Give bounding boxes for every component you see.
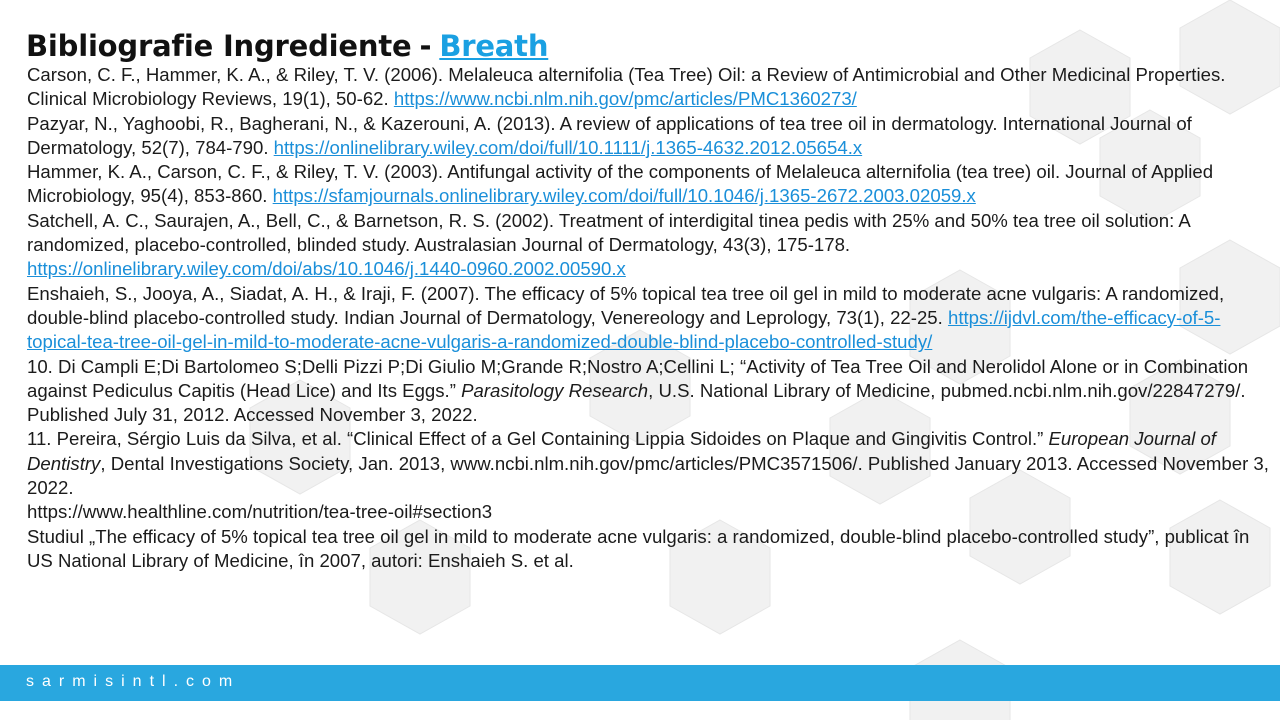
reference-text-after: , Dental Investigations Society, Jan. 2013, www.ncbi.nlm.nih.gov/pmc/articles/PMC3571506/. Published January 2013. Accessed November 3, 2022. [27,452,1269,499]
reference-link[interactable]: https://www.ncbi.nlm.nih.gov/pmc/articles/PMC1360273/ [393,88,857,110]
title-separator: - [419,29,432,64]
reference-list [27,63,1269,573]
reference-item [27,63,1269,112]
reference-item [27,427,1269,500]
reference-item [27,209,1269,282]
reference-text: 11. Pereira, Sérgio Luis da Silva, et al. “Clinical Effect of a Gel Containing Lippia Sidoides on Plaque and Gingivitis Control.” [27,428,1049,450]
reference-text: Enshaieh, S., Jooya, A., Siadat, A. H., & Iraji, F. (2007). The efficacy of 5% topical tea tree oil gel in mild to moderate acne vulgaris: A randomized, double-blind placebo-controlled study. Indian Journal of Dermatology, Venereology and Leprology, 73(1), 22-25. [27,282,1225,328]
reference-text: 10. Di Campli E;Di Bartolomeo S;Delli Pizzi P;Di Giulio M;Grande R;Nostro A;Cellini L; “Activity of Tea Tree Oil and Nerolidol Alone or in Combination against Pediculus Capitis (Head Lice) and Its Eggs.” [27,355,1249,401]
reference-text: Satchell, A. C., Saurajen, A., Bell, C., & Barnetson, R. S. (2002). Treatment of interdigital tinea pedis with 25% and 50% tea tree oil solution: A randomized, placebo-controlled, blinded study. Australasian Journal of Dermatology, 43(3), 175-178. [27,209,1190,256]
reference-item [27,112,1269,161]
reference-text: Carson, C. F., Hammer, K. A., & Riley, T. V. (2006). Melaleuca alternifolia (Tea Tree) Oil: a Review of Antimicrobial and Other Medicinal Properties. Clinical Microbiology Reviews, 19(1), 50-62. [27,64,1226,110]
reference-item [27,282,1269,355]
reference-link[interactable]: https://onlinelibrary.wiley.com/doi/full/10.1111/j.1365-4632.2012.05654.x [273,136,863,158]
reference-item [27,500,1269,524]
footer-website: sarmisintl.com [26,673,241,690]
reference-item [27,525,1269,574]
reference-text-after: , U.S. National Library of Medicine, pubmed.ncbi.nlm.nih.gov/22847279/. Published July 31, 2012. Accessed November 3, 2022. [27,379,1246,426]
reference-item [27,355,1269,428]
reference-link[interactable]: https://onlinelibrary.wiley.com/doi/abs/10.1046/j.1440-0960.2002.00590.x [27,258,626,280]
title-main: Bibliografie Ingrediente [26,29,412,64]
reference-url-text: https://www.healthline.com/nutrition/tea-tree-oil#section3 [27,501,493,523]
reference-journal: European Journal of Dentistry [27,428,1216,474]
reference-item [27,160,1269,209]
reference-text: Studiul „The efficacy of 5% topical tea tree oil gel in mild to moderate acne vulgaris: a randomized, double-blind placebo-controlled study”, publicat în US National Library of Medicine, în 2007, autori: Enshaieh S. et al. [27,525,1250,571]
footer-bar [0,665,1280,701]
reference-journal: Parasitology Research [461,379,649,401]
reference-text: Hammer, K. A., Carson, C. F., & Riley, T. V. (2003). Antifungal activity of the components of Melaleuca alternifolia (tea tree) oil. Journal of Applied Microbiology, 95(4), 853-860. [27,161,1214,207]
title-highlight-link[interactable]: Breath [439,29,549,64]
page-title [26,29,548,63]
reference-link[interactable]: https://sfamjournals.onlinelibrary.wiley.com/doi/full/10.1046/j.1365-2672.2003.02059.x [272,185,976,207]
reference-link[interactable]: https://ijdvl.com/the-efficacy-of-5-topical-tea-tree-oil-gel-in-mild-to-moderate-acne-vulgaris-a-randomized-double-blind-placebo-controlled-study/ [27,306,1221,353]
reference-text: Pazyar, N., Yaghoobi, R., Bagherani, N., & Kazerouni, A. (2013). A review of applications of tea tree oil in dermatology. International Journal of Dermatology, 52(7), 784-790. [27,112,1192,158]
